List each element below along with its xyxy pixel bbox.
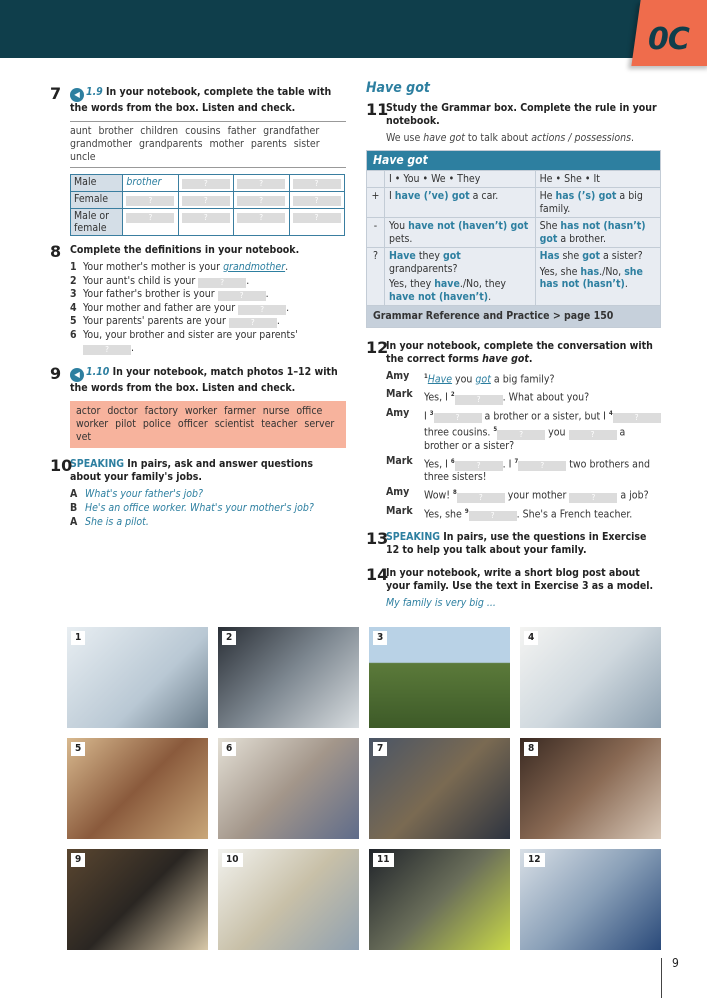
- track-number: 1.9: [86, 86, 103, 98]
- blank: ?: [293, 196, 341, 206]
- exercise-13: 13 SPEAKING In pairs, use the questions in Exercise 12 to help you talk about your family.: [366, 529, 647, 556]
- speaking-label: SPEAKING: [386, 531, 440, 543]
- photo-number: 7: [373, 742, 387, 756]
- exercise-number: 10: [50, 455, 73, 475]
- definition-item: 1 Your mother's mother is your grandmother.: [70, 261, 289, 273]
- example-text: My family is very big ...: [386, 597, 496, 609]
- job-photo: [369, 849, 510, 950]
- job-photo: [218, 627, 359, 728]
- row-label: Male or female: [71, 209, 123, 236]
- blank: ?: [293, 179, 341, 189]
- definition-item: 6 You, your brother and sister are your parents' ? .: [70, 328, 298, 354]
- right-column: [366, 80, 662, 617]
- dialogue-line: A What's your father's job?: [70, 487, 203, 500]
- section-title: Have got: [366, 80, 430, 96]
- blank: ?: [126, 196, 174, 206]
- dialogue-line: B He's an office worker. What's your mother's job?: [70, 501, 314, 514]
- instruction: In your notebook, match photos 1–12 with the words from the box. Listen and check.: [70, 365, 338, 394]
- left-column: [50, 84, 346, 537]
- exercise-12: 12 In your notebook, complete the conversation with the correct forms have got. Amy $^1$Have you got a big family? Mark Yes, I $^2$ ? . What about you? Amy I $^3$ ? a brother or a sister, but I $^4$ ? three cousins. $^5$ ? you ? a brother or a sister? Mark Yes, I $^6$ ? . I $^7$ ? two brothers and three sisters! Amy Wow! $^8$ ? your mother ? a job? Mark Yes, she $^9$ ? . She's a French teacher.: [386, 340, 662, 522]
- track-number: 1.10: [86, 365, 110, 378]
- column-header: He • She • It: [535, 170, 660, 188]
- blank: ?: [182, 213, 230, 223]
- row-label: Female: [71, 192, 123, 209]
- instruction: Complete the definitions in your notebook.: [70, 244, 300, 256]
- exercise-number: 14: [366, 565, 389, 584]
- blank: ?: [126, 213, 174, 223]
- conversation: Amy $^1$Have you got a big family? Mark Yes, I $^2$ ? . What about you? Amy I $^3$ ? a brother or a sister, but I $^4$ ? three cousins. $^5$ ? you ? a brother or a sister? Mark Yes, I $^6$ ? . I $^7$ ? two brothers and three sisters! Amy Wow! $^8$ ? your mother ? a job? Mark Yes, she $^9$ ? . She's a French teacher.: [386, 370, 662, 522]
- exercise-8: [50, 242, 346, 356]
- instruction: In your notebook, complete the table with the words from the box. Listen and check.: [70, 86, 332, 114]
- definition-item: 5 Your parents' parents are your ? .: [70, 315, 280, 327]
- page-divider: [661, 958, 662, 998]
- instruction: In your notebook, write a short blog post about your family. Use the text in Exercise 3 as a model.: [386, 567, 654, 592]
- exercise-9: [50, 363, 346, 448]
- dialogue-line: A She is a pilot.: [70, 515, 149, 528]
- exercise-number: 9: [50, 363, 62, 383]
- job-photo: [67, 849, 208, 950]
- job-photo: [520, 627, 661, 728]
- definition-item: 4 Your mother and father are your ? .: [70, 301, 290, 314]
- page-number: 9: [672, 956, 679, 970]
- photo-number: 1: [71, 631, 85, 645]
- row-label: Male: [71, 175, 123, 192]
- column-header: I • You • We • They: [385, 170, 536, 188]
- exercise-number: 12: [366, 337, 389, 357]
- grammar-reference-link[interactable]: Grammar Reference and Practice > page 150: [367, 306, 661, 328]
- exercise-7: [50, 84, 346, 236]
- photo-number: 10: [222, 853, 243, 867]
- blank: ?: [182, 179, 230, 189]
- job-photo: [369, 627, 510, 728]
- photo-number: 4: [524, 631, 538, 645]
- photo-number: 9: [71, 853, 85, 867]
- exercise-10: [50, 455, 346, 529]
- header-bar: [0, 0, 707, 58]
- blank: ?: [293, 213, 341, 223]
- rule: We use have got to talk about actions / possessions.: [386, 132, 635, 144]
- audio-icon[interactable]: ◀: [70, 88, 84, 102]
- jobs-word-box: actor doctor factory worker farmer nurse office worker pilot police officer scientist teacher server vet: [70, 401, 346, 448]
- audio-icon[interactable]: ◀: [70, 368, 84, 382]
- instruction: In pairs, ask and answer questions about your family's jobs.: [70, 457, 313, 483]
- unit-label: 0C: [648, 22, 689, 57]
- exercise-number: 8: [50, 242, 62, 261]
- blank: ?: [182, 196, 230, 206]
- job-photo: [67, 627, 208, 728]
- photo-number: 8: [524, 742, 538, 756]
- job-photo: [520, 738, 661, 839]
- grammar-box: Have got I • You • We • They He • She • It + I have (’ve) got a car. He has (’s) got a big family. - You have not (haven’t) got pets. She has not (hasn’t) got a brother. ? Have they got grandparents? Yes, they have./No, they have not (haven’t). Has she got a sister? Yes, she has./No, she has not (hasn’t). Grammar Reference and Practice > page 150: [366, 150, 661, 328]
- speaking-label: SPEAKING: [70, 457, 124, 470]
- exercise-number: 11: [366, 100, 389, 119]
- photo-number: 11: [373, 853, 394, 867]
- blank: ?: [237, 179, 285, 189]
- blank: ?: [237, 196, 285, 206]
- job-photo: [218, 849, 359, 950]
- grammar-box-title: Have got: [367, 151, 661, 171]
- definition-item: 2 Your aunt's child is your ? .: [70, 274, 250, 287]
- exercise-14: [366, 565, 662, 609]
- job-photo: [369, 738, 510, 839]
- word-box: aunt brother children cousins father grandfather grandmother grandparents mother parents sister uncle: [70, 121, 346, 168]
- photo-number: 6: [222, 742, 236, 756]
- example-answer: brother: [126, 176, 162, 188]
- exercise-number: 7: [50, 84, 62, 103]
- job-photo: [218, 738, 359, 839]
- photo-number: 2: [222, 631, 236, 645]
- blank: ?: [237, 213, 285, 223]
- photo-number: 12: [524, 853, 545, 867]
- family-table: [70, 174, 345, 236]
- definition-item: 3 Your father's brother is your ? .: [70, 288, 269, 300]
- exercise-11: [366, 100, 662, 328]
- job-photo: [520, 849, 661, 950]
- instruction: Study the Grammar box. Complete the rule in your notebook.: [386, 102, 657, 127]
- exercise-number: 13: [366, 529, 389, 548]
- photo-number: 5: [71, 742, 85, 756]
- job-photo: [67, 738, 208, 839]
- photo-number: 3: [373, 631, 387, 645]
